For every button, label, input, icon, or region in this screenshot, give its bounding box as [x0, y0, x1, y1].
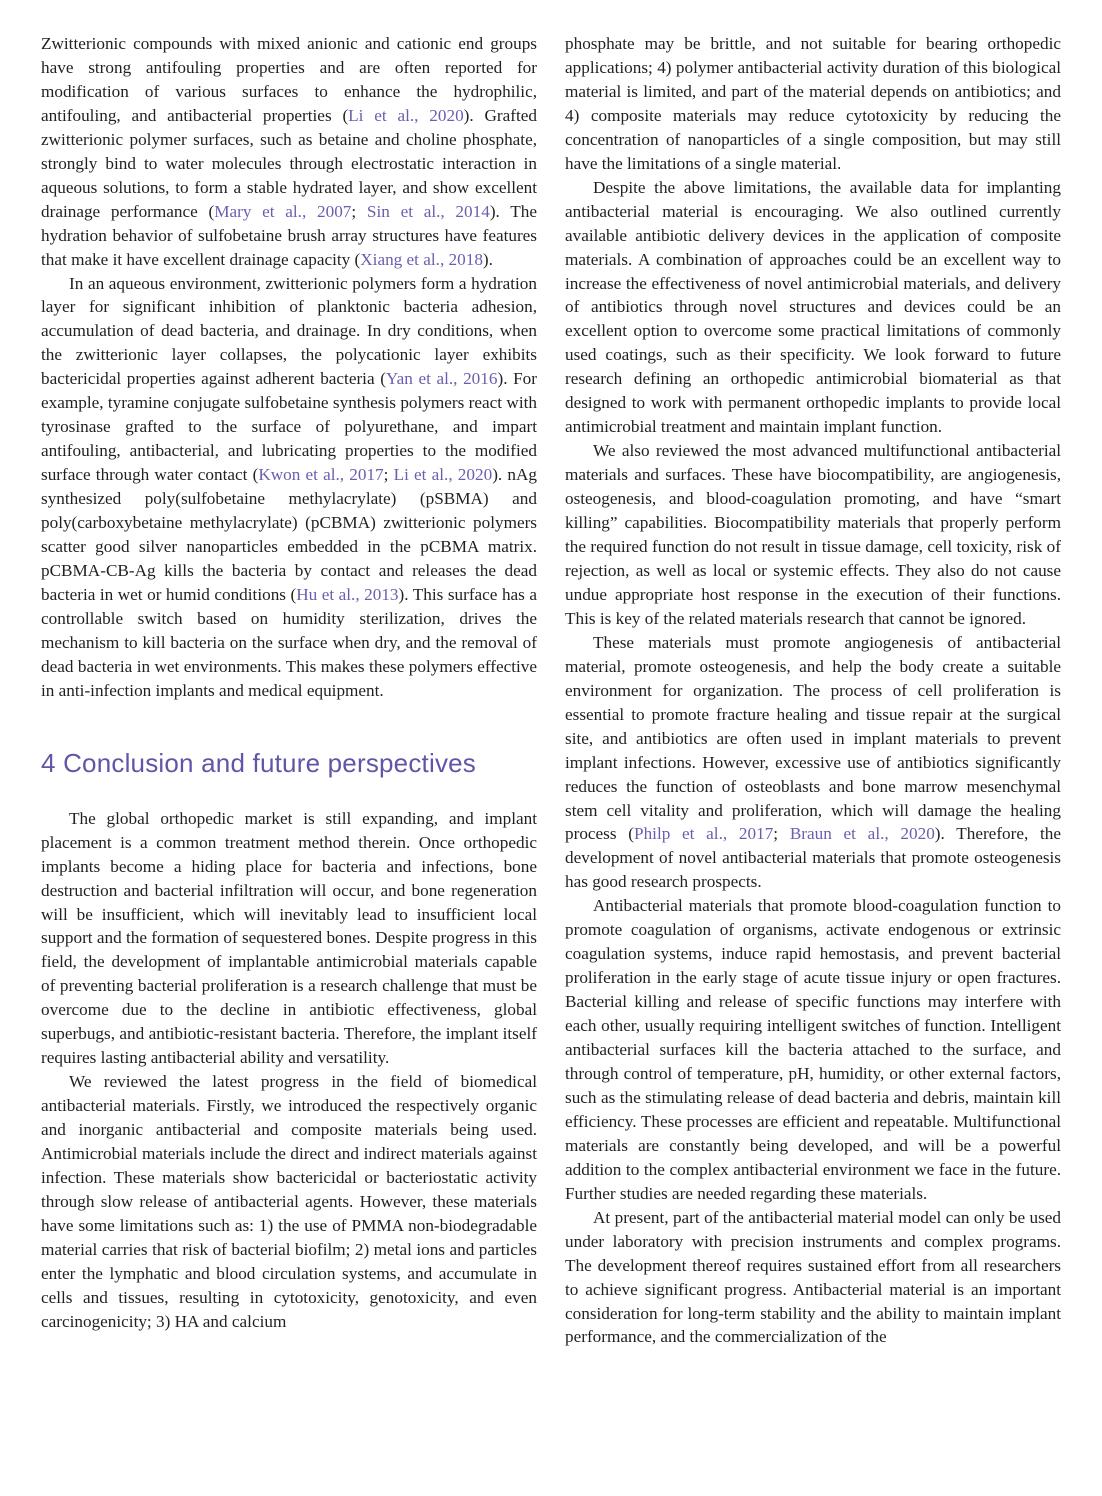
citation-link[interactable]: Li et al., 2020: [393, 465, 493, 485]
paragraph-despite-limitations: Despite the above limitations, the available data for implanting antibacterial material is encouraging. We also outlined currently available antibiotic delivery devices in the application of composite materials. A combination of approaches could be an excellent way to increase the effectiveness of novel antimicrobial materials, and delivery of antibiotics through novel structures and devices could be an excellent option to overcome some practical limitations of commonly used coatings, such as their specificity. We look forward to future research defining an orthopedic antimicrobial biomaterial as that designed to work with permanent orthopedic implants to provide local antimicrobial treatment and maintain implant function.: [565, 177, 1061, 437]
paragraph-limitations-continued: phosphate may be brittle, and not suitable for bearing orthopedic applications; 4) polymer antibacterial activity duration of this biological material is limited, and part of the material depends on antibiotics; and 4) composite materials may reduce cytotoxicity by reducing the concentration of nanoparticles of a single composition, but may still have the limitations of a single material.: [565, 34, 1061, 173]
citation-link[interactable]: Braun et al., 2020: [789, 824, 935, 844]
right-column: [565, 32, 1061, 1349]
paragraph-aqueous-environment: In an aqueous environment, zwitterionic polymers form a hydration layer for significant inhibition of planktonic bacteria adhesion, accumulation of dead bacteria, and drainage. In dry conditions, when the zwitterionic layer collapses, the polycationic layer exhibits bactericidal properties against adherent bacteria (Yan et al., 2016). For example, tyramine conjugate sulfobetaine synthesis polymers react with tyrosinase grafted to the surface of polyurethane, and impart antifouling, antibacterial, and lubricating properties to the modified surface through water contact (Kwon et al., 2017; Li et al., 2020). nAg synthesized poly(sulfobetaine methylacrylate) (pSBMA) and poly(carboxybetaine methylacrylate) (pCBMA) zwitterionic polymers scatter good silver nanoparticles embedded in the pCBMA matrix. pCBMA-CB-Ag kills the bacteria by contact and releases the dead bacteria in wet or humid conditions (Hu et al., 2013). This surface has a controllable switch based on humidity sterilization, drives the mechanism to kill bacteria on the surface when dry, and the removal of dead bacteria in wet environments. This makes these polymers effective in anti-infection implants and medical equipment.: [41, 273, 537, 700]
citation-link[interactable]: Kwon et al., 2017: [258, 465, 384, 485]
paragraph-blood-coagulation: Antibacterial materials that promote blood-coagulation function to promote coagulation of organisms, activate endogenous or extrinsic coagulation systems, induce rapid hemostasis, and prevent bacterial proliferation in the early stage of acute tissue injury or open fractures. Bacterial killing and release of specific functions may interfere with each other, usually requiring intelligent switches of function. Intelligent antibacterial surfaces kill the bacteria attached to the surface, and through control of temperature, pH, humidity, or other external factors, such as the stimulating release of dead bacteria and debris, maintain kill efficiency. These processes are efficient and repeatable. Multifunctional materials are constantly being developed, and will be a powerful addition to the complex antibacterial environment we face in the future. Further studies are needed regarding these materials.: [565, 896, 1061, 1203]
citation-link[interactable]: Philp et al., 2017: [634, 824, 774, 844]
section-heading: 4 Conclusion and future perspectives: [41, 747, 477, 778]
paragraph-multifunctional-materials: We also reviewed the most advanced multifunctional antibacterial materials and surfaces. These have biocompatibility, are angiogenesis, osteogenesis, and blood-coagulation promoting, and have “smart killing” capabilities. Biocompatibility materials that properly perform the required function do not result in tissue damage, cell toxicity, risk of rejection, as well as local or systemic effects. They also do not cause undue appropriate host response in the execution of their functions. This is key of the related materials research that cannot be ignored.: [565, 441, 1061, 628]
paragraph-at-present: At present, part of the antibacterial material model can only be used under laboratory with precision instruments and complex programs. The development thereof requires sustained effort from all researchers to achieve significant progress. Antibacterial material is an important consideration for long-term stability and the ability to maintain implant performance, and the commercialization of the: [565, 1207, 1061, 1347]
citation-link[interactable]: Xiang et al., 2018: [360, 249, 483, 269]
paragraph-angiogenesis-osteogenesis: These materials must promote angiogenesis of antibacterial material, promote osteogenesis, and help the body create a suitable environment for organization. The process of cell proliferation is essential to promote fracture healing and tissue repair at the surgical site, and antibiotics are often used in implant materials to prevent implant infections. However, excessive use of antibiotics significantly reduces the function of osteoblasts and bone marrow mesenchymal stem cell vitality and proliferation, which will damage the healing process (Philp et al., 2017; Braun et al., 2020). Therefore, the development of novel antibacterial materials that promote osteogenesis has good research prospects.: [565, 632, 1062, 892]
citation-link[interactable]: Yan et al., 2016: [385, 369, 498, 389]
paragraph-zwitterionic-compounds: Zwitterionic compounds with mixed anionic and cationic end groups have strong antifouling properties and are often reported for modification of various surfaces to enhance the hydrophilic, antifouling, and antibacterial properties (Li et al., 2020). Grafted zwitterionic polymer surfaces, such as betaine and choline phosphate, strongly bind to water molecules through electrostatic interaction in aqueous solutions, to form a stable hydrated layer, and show excellent drainage performance (Mary et al., 2007; Sin et al., 2014). The hydration behavior of sulfobetaine brush array structures have features that make it have excellent drainage capacity (Xiang et al., 2018).: [41, 34, 537, 269]
paragraph-global-orthopedic-market: The global orthopedic market is still expanding, and implant placement is a common treatment method therein. Once orthopedic implants become a hiding place for bacteria and infections, bone destruction and bacterial infiltration will occur, and bone regeneration will be insufficient, which will inevitably lead to insufficient local support and the formation of sequestered bones. Despite progress in this field, the development of implantable antimicrobial materials capable of preventing bacterial proliferation is a research challenge that must be overcome due to the decline in antibiotic effectiveness, global superbugs, and antibiotic-resistant bacteria. Therefore, the implant itself requires lasting antibacterial ability and versatility.: [41, 808, 537, 1068]
citation-link[interactable]: Li et al., 2020: [348, 105, 464, 125]
citation-link[interactable]: Mary et al., 2007: [214, 201, 352, 221]
citation-link[interactable]: Sin et al., 2014: [366, 201, 490, 221]
paragraph-reviewed-progress: We reviewed the latest progress in the field of biomedical antibacterial materials. Firstly, we introduced the respectively organic and inorganic antibacterial and composite materials being used. Antimicrobial materials include the direct and indirect materials against infection. These materials show bactericidal or bacteriostatic activity through slow release of antibacterial agents. However, these materials have some limitations such as: 1) the use of PMMA non-biodegradable material carries that risk of bacterial biofilm; 2) metal ions and particles enter the lymphatic and blood circulation systems, and accumulate in cells and tissues, resulting in cytotoxicity, genotoxicity, and even carcinogenicity; 3) HA and calcium: [41, 1072, 537, 1331]
citation-link[interactable]: Hu et al., 2013: [296, 584, 399, 604]
left-column: [41, 32, 537, 1334]
